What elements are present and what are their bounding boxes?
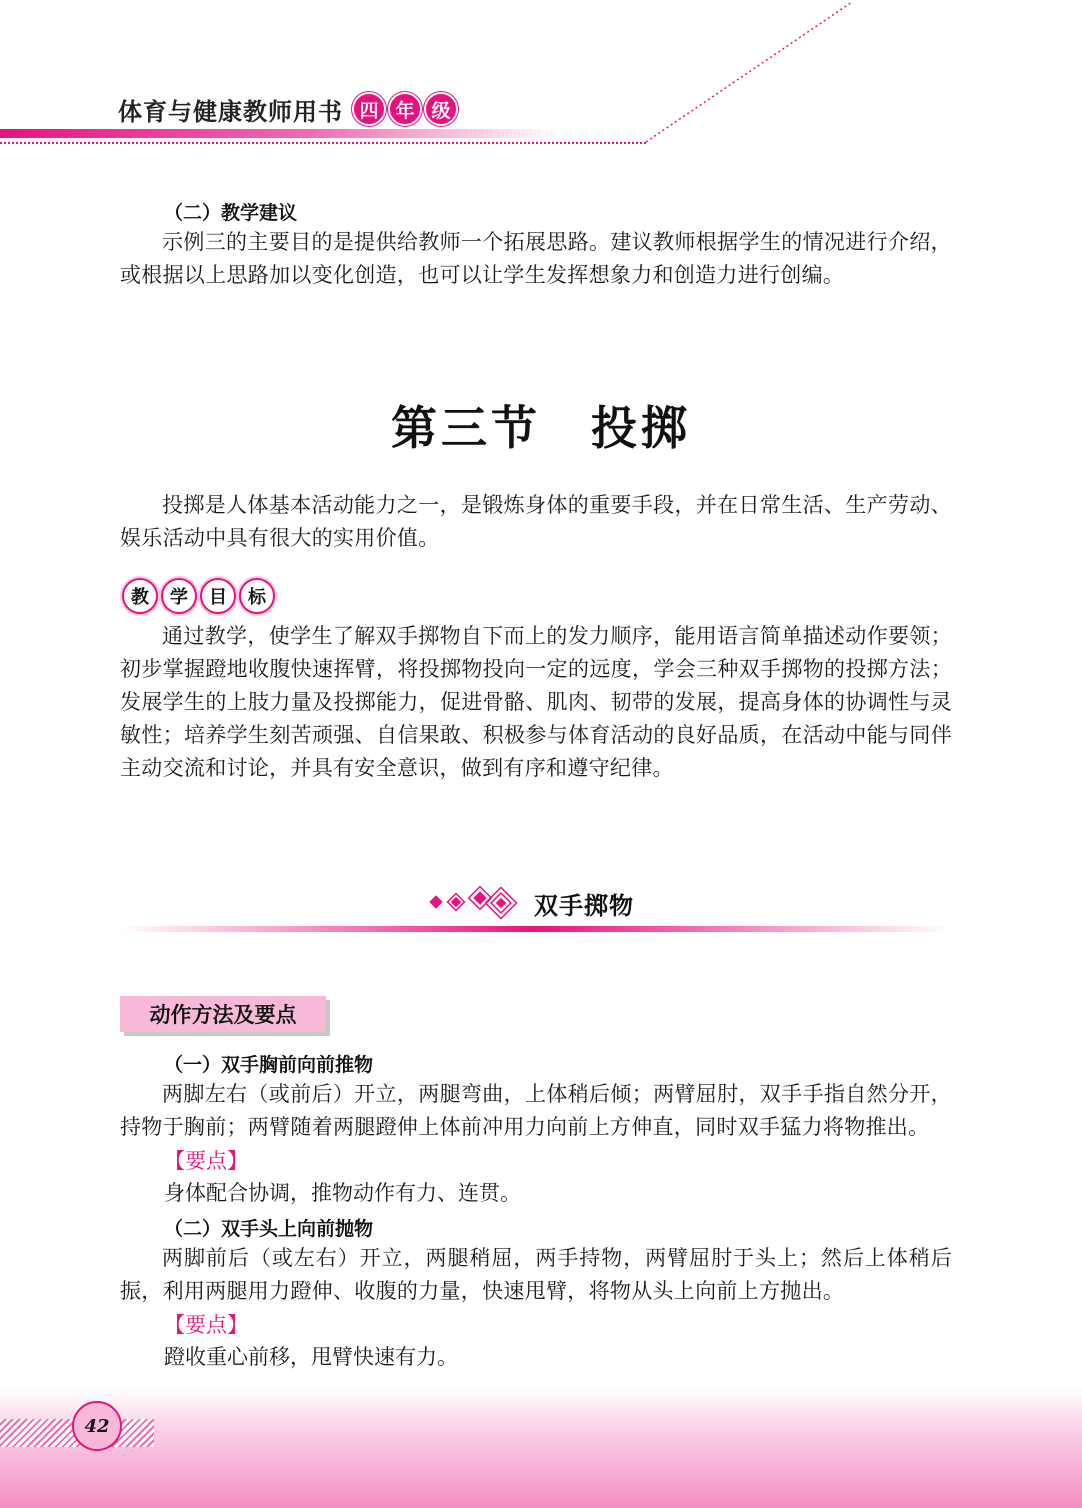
chapter-intro-paragraph: 投掷是人体基本活动能力之一，是锻炼身体的重要手段，并在日常生活、生产劳动、娱乐活动中具有很大的实用价值。	[120, 493, 952, 550]
method1-key-label: 【要点】	[164, 1149, 248, 1173]
diamond-icon	[428, 882, 528, 922]
section-banner-underline	[120, 926, 950, 932]
method1-paragraph: 两脚左右（或前后）开立，两腿弯曲，上体稍后倾；两臂屈肘，双手手指自然分开，持物于胸前；两臂随着两腿蹬伸上体前冲用力向前上方伸直，同时双手猛力将物推出。	[120, 1082, 952, 1139]
goal-char-1: 教	[122, 578, 158, 614]
goal-char-4: 标	[239, 578, 275, 614]
header-diagonal-decoration	[0, 0, 1082, 150]
header-gradient-bar	[0, 129, 560, 138]
header-dotted-line	[0, 142, 646, 144]
teaching-goals-label	[122, 578, 275, 614]
method1-heading: （一）双手胸前向前推物	[164, 1054, 374, 1076]
teaching-suggestion-paragraph: 示例三的主要目的是提供给教师一个拓展思路。建议教师根据学生的情况进行介绍，或根据以上思路加以变化创造，也可以让学生发挥想象力和创造力进行创编。	[120, 230, 952, 287]
goal-char-3: 目	[200, 578, 236, 614]
teaching-goals-paragraph: 通过教学，使学生了解双手掷物自下而上的发力顺序，能用语言简单描述动作要领；初步掌握蹬地收腹快速挥臂，将投掷物投向一定的远度，学会三种双手掷物的投掷方法；发展学生的上肢力量及投掷能力，促进骨骼、肌肉、韧带的发展，提高身体的协调性与灵敏性；培养学生刻苦顽强、自信果敢、积极参与体育活动的良好品质，在活动中能与同伴主动交流和讨论，并具有安全意识，做到有序和遵守纪律。	[120, 624, 952, 780]
chapter-title: 第三节 投掷	[391, 401, 691, 455]
grade-char-1: 四	[352, 92, 386, 126]
grade-char-2: 年	[388, 92, 422, 126]
method2-heading: （二）双手头上向前抛物	[164, 1218, 374, 1240]
method1-key-text: 身体配合协调，推物动作有力、连贯。	[164, 1181, 521, 1205]
book-title: 体育与健康教师用书	[118, 97, 343, 126]
method2-paragraph: 两脚前后（或左右）开立，两腿稍屈，两手持物，两臂屈肘于头上；然后上体稍后振，利用两腿用力蹬伸、收腹的力量，快速甩臂，将物从头上向前上方抛出。	[120, 1246, 952, 1303]
page-number: 42	[72, 1401, 122, 1451]
grade-char-3: 级	[424, 92, 458, 126]
method-section-tag: 动作方法及要点	[120, 996, 326, 1032]
grade-badge-group	[352, 92, 458, 126]
teaching-suggestion-heading: （二）教学建议	[164, 202, 298, 224]
method2-key-text: 蹬收重心前移，甩臂快速有力。	[164, 1345, 458, 1369]
goal-char-2: 学	[161, 578, 197, 614]
footer-gradient-band	[0, 1388, 1082, 1508]
section-banner-title: 双手掷物	[534, 892, 634, 920]
method2-key-label: 【要点】	[164, 1313, 248, 1337]
